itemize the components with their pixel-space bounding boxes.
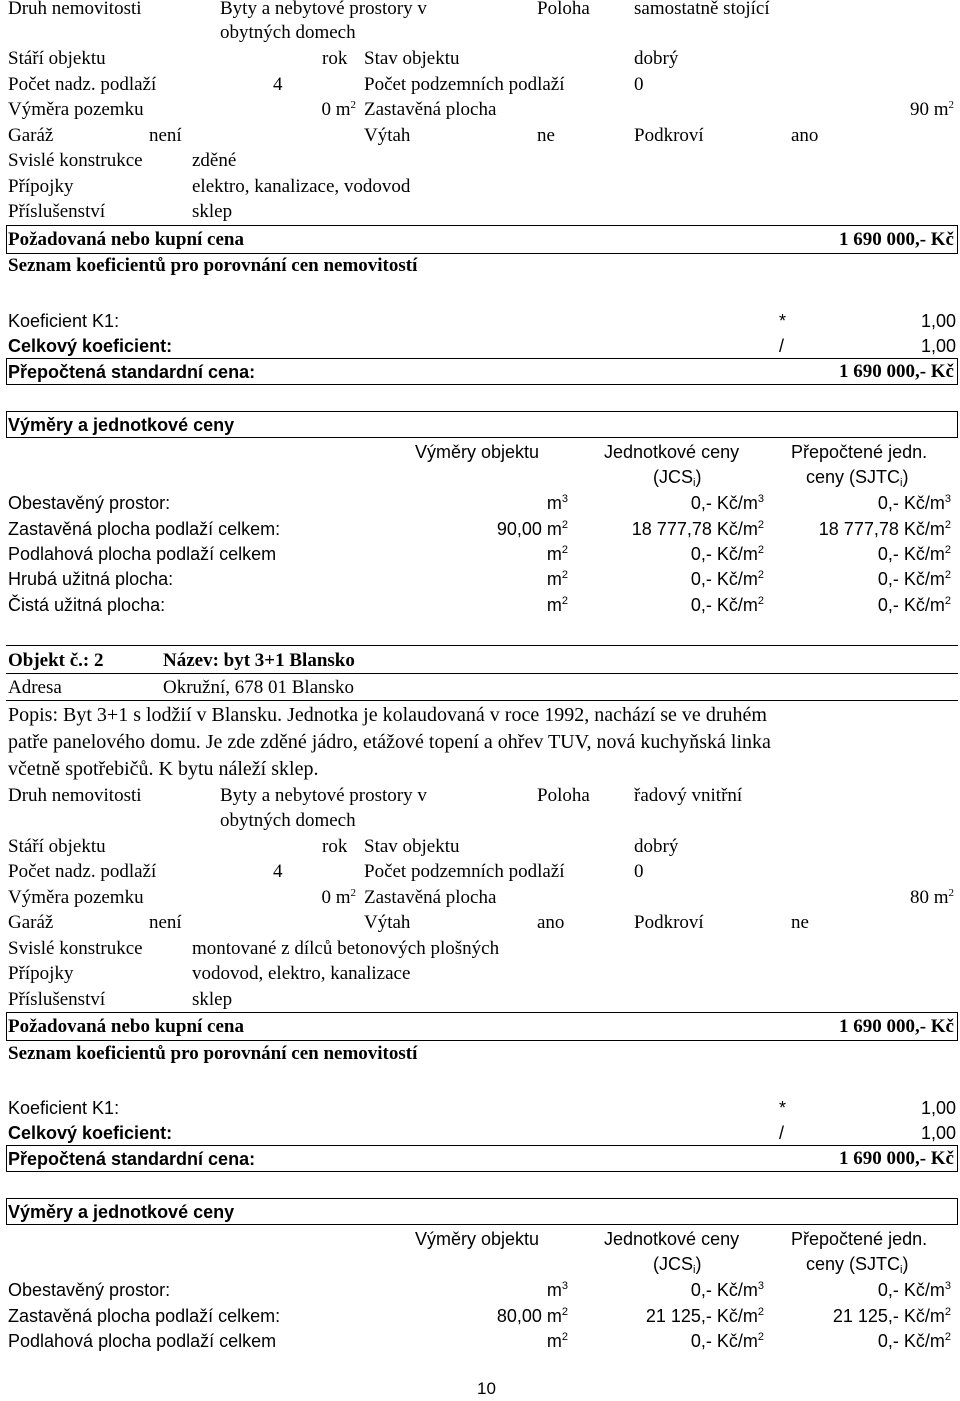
zastavena-label: Zastavěná plocha [364,887,497,908]
rok-label: rok [322,48,348,69]
divider [6,358,7,384]
divider [6,384,958,385]
cena-value: 1 690 000,- Kč [838,229,954,250]
druh-value: Byty a nebytové prostory v [220,785,427,806]
row-sjtc: 0,- $Kč/m^3$ [877,1280,951,1300]
vytah-label: Výtah [364,125,411,146]
popis-line-2: patře panelového domu. Je zde zděné jádro, etážové topení a ohřev TUV, nová kuchyňská linka [8,731,771,753]
stari-label: Stáří objektu [8,48,106,69]
zastavena-value: 80 $m^2$ [909,887,954,908]
row-sjtc: 0,- $Kč/m^2$ [877,1331,951,1351]
podzemni-label: Počet podzemních podlaží [364,861,565,882]
row-value: $m^2$ [546,1331,568,1351]
poloha-label: Poloha [537,785,590,806]
divider [6,437,958,438]
druh-value: Byty a nebytové prostory v [220,0,427,19]
druh-label: Druh nemovitosti [8,785,142,806]
divider [6,700,958,701]
stav-label: Stav objektu [364,836,460,857]
prep-label: Přepočtená standardní cena: [8,1149,256,1169]
row-jc: 18 777,78 $Kč/m^2$ [631,519,764,539]
celk-op: / [779,1123,785,1143]
row-value: 90,00 $m^2$ [496,519,568,539]
vymera-value: 0 $m^2$ [321,887,356,908]
adresa-value: Okružní, 678 01 Blansko [163,677,355,698]
divider [6,645,958,646]
divider [957,1012,958,1040]
row-label: Podlahová plocha podlaží celkem [8,1331,277,1351]
divider [6,1145,958,1146]
poloha-value: samostatně stojící [634,0,770,19]
row-value: $m^3$ [546,1280,568,1300]
prep-value: 1 690 000,- Kč [838,361,954,382]
celk-value: 1,00 [920,336,956,356]
celk-label: Celkový koeficient: [8,336,173,356]
podkrovi-value: ano [791,125,819,146]
prislusenstvi-label: Příslušenství [8,989,106,1010]
vytah-label: Výtah [364,912,411,933]
divider [6,225,7,253]
row-label: Obestavěný prostor: [8,493,171,513]
objekt-name: Název: byt 3+1 Blansko [163,650,355,671]
divider [6,1040,958,1041]
podzemni-label: Počet podzemních podlaží [364,74,565,95]
col-sjtc-2: ceny $(SJTC_i)$ [806,467,909,489]
divider [957,1145,958,1171]
garaz-label: Garáž [8,912,54,933]
row-sjtc: 0,- $Kč/m^2$ [877,544,951,564]
divider [957,411,958,437]
divider [957,358,958,384]
col-sjtc: Přepočtené jedn. [791,442,928,462]
col-jc-2: $(JCS_i)$ [653,467,702,489]
row-sjtc: 21 125,- $Kč/m^2$ [832,1306,951,1326]
vytah-value: ano [537,912,565,933]
podkrovi-label: Podkroví [634,125,704,146]
page-number: 10 [477,1379,496,1398]
divider [6,1145,7,1171]
vymera-label: Výměra pozemku [8,99,144,120]
row-jc: 0,- $Kč/m^3$ [690,493,764,513]
garaz-value: není [149,912,182,933]
prislusenstvi-value: sklep [192,989,233,1010]
cena-value: 1 690 000,- Kč [838,1016,954,1037]
col-sjtc-2: ceny $(SJTC_i)$ [806,1254,909,1276]
row-value: $m^2$ [546,595,568,615]
podlazi-value: 4 [273,861,283,882]
row-label: Obestavěný prostor: [8,1280,171,1300]
popis-line-3: včetně spotřebičů. K bytu náleží sklep. [8,758,319,780]
celk-label: Celkový koeficient: [8,1123,173,1143]
col-vymery: Výměry objektu [415,442,540,462]
row-jc: 21 125,- $Kč/m^2$ [645,1306,764,1326]
vytah-value: ne [537,125,555,146]
zastavena-label: Zastavěná plocha [364,99,497,120]
podlazi-label: Počet nadz. podlaží [8,861,157,882]
divider [6,673,958,674]
poloha-value: řadový vnitřní [634,785,743,806]
objekt-number: Objekt č.: 2 [8,650,104,671]
k1-label: Koeficient K1: [8,1098,120,1118]
stav-label: Stav objektu [364,48,460,69]
col-jc-2: $(JCS_i)$ [653,1254,702,1276]
row-sjtc: 0,- $Kč/m^2$ [877,569,951,589]
vymera-value: 0 $m^2$ [321,99,356,120]
podkrovi-value: ne [791,912,809,933]
row-value: 80,00 $m^2$ [496,1306,568,1326]
podzemni-value: 0 [634,861,644,882]
col-sjtc: Přepočtené jedn. [791,1229,928,1249]
stav-value: dobrý [634,836,679,857]
divider [6,358,958,359]
k1-value: 1,00 [920,311,956,331]
rok-label: rok [322,836,348,857]
cena-label: Požadovaná nebo kupní cena [8,229,244,250]
cena-label: Požadovaná nebo kupní cena [8,1016,244,1037]
adresa-label: Adresa [8,677,62,698]
pripojky-value: elektro, kanalizace, vodovod [192,176,411,197]
celk-op: / [779,336,785,356]
prislusenstvi-value: sklep [192,201,233,222]
row-label: Čistá užitná plocha: [8,595,166,615]
druh-value-2: obytných domech [220,22,356,43]
celk-value: 1,00 [920,1123,956,1143]
garaz-value: není [149,125,182,146]
divider [6,1012,958,1013]
row-jc: 0,- $Kč/m^2$ [690,569,764,589]
vymery-title: Výměry a jednotkové ceny [8,1202,235,1222]
seznam-label: Seznam koeficientů pro porovnání cen nemovitostí [8,255,418,276]
podzemni-value: 0 [634,74,644,95]
stari-label: Stáří objektu [8,836,106,857]
vymery-title: Výměry a jednotkové ceny [8,415,235,435]
row-jc: 0,- $Kč/m^2$ [690,1331,764,1351]
poloha-label: Poloha [537,0,590,19]
col-vymery: Výměry objektu [415,1229,540,1249]
divider [6,411,958,412]
row-label: Hrubá užitná plocha: [8,569,174,589]
popis-line-1: Popis: Byt 3+1 s lodžií v Blansku. Jednotka je kolaudovaná v roce 1992, nachází se ve druhém [8,704,767,726]
pripojky-label: Přípojky [8,176,74,197]
podlazi-label: Počet nadz. podlaží [8,74,157,95]
col-jc: Jednotkové ceny [604,1229,740,1249]
divider [957,1198,958,1224]
row-sjtc: 18 777,78 $Kč/m^2$ [818,519,951,539]
k1-label: Koeficient K1: [8,311,120,331]
prep-label: Přepočtená standardní cena: [8,362,256,382]
svisle-label: Svislé konstrukce [8,938,143,959]
svisle-value: zděné [192,150,237,171]
row-jc: 0,- $Kč/m^2$ [690,544,764,564]
druh-value-2: obytných domech [220,810,356,831]
divider [6,1224,958,1225]
k1-value: 1,00 [920,1098,956,1118]
pripojky-label: Přípojky [8,963,74,984]
divider [6,1012,7,1040]
row-value: $m^2$ [546,569,568,589]
row-jc: 0,- $Kč/m^3$ [690,1280,764,1300]
podlazi-value: 4 [273,74,283,95]
row-jc: 0,- $Kč/m^2$ [690,595,764,615]
druh-label: Druh nemovitosti [8,0,142,19]
garaz-label: Garáž [8,125,54,146]
row-label: Podlahová plocha podlaží celkem [8,544,277,564]
col-jc: Jednotkové ceny [604,442,740,462]
row-value: $m^2$ [546,544,568,564]
podkrovi-label: Podkroví [634,912,704,933]
row-label: Zastavěná plocha podlaží celkem: [8,1306,281,1326]
vymera-label: Výměra pozemku [8,887,144,908]
divider [957,225,958,253]
divider [6,411,7,437]
zastavena-value: 90 $m^2$ [909,99,954,120]
k1-op: * [779,311,787,331]
divider [6,1171,958,1172]
prislusenstvi-label: Příslušenství [8,201,106,222]
svisle-label: Svislé konstrukce [8,150,143,171]
row-sjtc: 0,- $Kč/m^3$ [877,493,951,513]
divider [6,225,958,226]
row-sjtc: 0,- $Kč/m^2$ [877,595,951,615]
divider [6,1198,7,1224]
k1-op: * [779,1098,787,1118]
seznam-label: Seznam koeficientů pro porovnání cen nemovitostí [8,1043,418,1064]
svisle-value: montované z dílců betonových plošných [192,938,500,959]
stav-value: dobrý [634,48,679,69]
divider [6,1198,958,1199]
row-value: $m^3$ [546,493,568,513]
prep-value: 1 690 000,- Kč [838,1148,954,1169]
pripojky-value: vodovod, elektro, kanalizace [192,963,411,984]
row-label: Zastavěná plocha podlaží celkem: [8,519,281,539]
